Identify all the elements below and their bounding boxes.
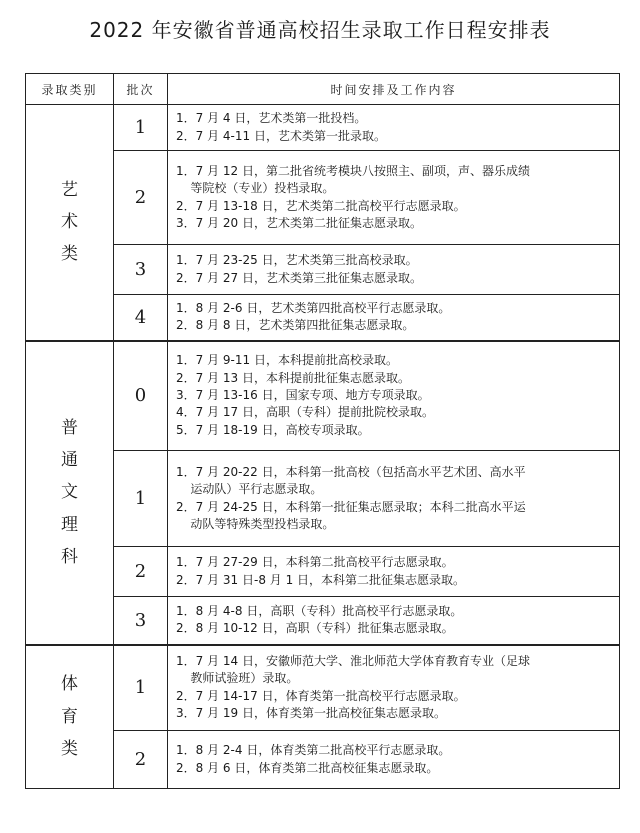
schedule-item-line: 1．8 月 2-4 日，体育类第二批高校平行志愿录取。 [176, 743, 451, 758]
page-title: 2022 年安徽省普通高校招生录取工作日程安排表 [89, 18, 551, 42]
schedule-item-line: 5．7 月 18-19 日，高校专项录取。 [176, 422, 370, 437]
schedule-table [25, 73, 620, 789]
schedule-items-cell [168, 451, 620, 547]
table-row [26, 451, 620, 547]
batch-cell: 2 [114, 547, 168, 597]
schedule-items-cell [168, 547, 620, 597]
schedule-item-line: 2．7 月 27 日，艺术类第三批征集志愿录取。 [176, 270, 422, 285]
category-cell [26, 645, 114, 789]
table-row [26, 341, 620, 451]
table-row [26, 245, 620, 295]
schedule-item-line: 1．7 月 4 日，艺术类第一批投档。 [176, 111, 367, 126]
schedule-items-cell [168, 645, 620, 731]
schedule-item-line: 3．7 月 13-16 日，国家专项、地方专项录取。 [176, 388, 430, 403]
schedule-item-line: 3．7 月 20 日，艺术类第二批征集志愿录取。 [176, 215, 422, 230]
batch-cell: 0 [114, 341, 168, 451]
schedule-item-line: 3．7 月 19 日，体育类第一批高校征集志愿录取。 [176, 706, 446, 721]
schedule-items-cell [168, 731, 620, 789]
schedule-item-line: 2．8 月 8 日，艺术类第四批征集志愿录取。 [176, 318, 415, 333]
header-category: 录取类别 [26, 74, 114, 105]
schedule-item-line: 1．7 月 12 日，第二批省统考模块八按照主、副项，声、器乐成绩 [176, 163, 530, 178]
category-label: 体 育 类 [61, 674, 78, 759]
schedule-items-cell [168, 105, 620, 151]
schedule-item-line: 2．8 月 10-12 日，高职（专科）批征集志愿录取。 [176, 621, 454, 636]
header-row [26, 74, 620, 105]
schedule-item-line: 教师试验班）录取。 [190, 671, 299, 686]
table-row [26, 295, 620, 341]
header-batch: 批次 [114, 74, 168, 105]
schedule-item-line: 动队等特殊类型投档录取。 [190, 516, 335, 531]
batch-cell: 3 [114, 597, 168, 645]
schedule-items-cell [168, 295, 620, 341]
schedule-item-line: 1．8 月 2-6 日，艺术类第四批高校平行志愿录取。 [176, 300, 451, 315]
batch-cell: 4 [114, 295, 168, 341]
table-row [26, 645, 620, 731]
batch-cell: 1 [114, 451, 168, 547]
schedule-items-cell [168, 597, 620, 645]
batch-cell: 1 [114, 105, 168, 151]
schedule-items-cell [168, 245, 620, 295]
schedule-item-line: 2．7 月 14-17 日，体育类第一批高校平行志愿录取。 [176, 688, 466, 703]
table-row [26, 547, 620, 597]
table-row [26, 731, 620, 789]
schedule-item-line: 2．7 月 13-18 日，艺术类第二批高校平行志愿录取。 [176, 198, 466, 213]
schedule-item-line: 1．7 月 23-25 日，艺术类第三批高校录取。 [176, 253, 418, 268]
schedule-item-line: 2．7 月 24-25 日，本科第一批征集志愿录取；本科二批高水平运 [176, 499, 526, 514]
schedule-items-cell [168, 151, 620, 245]
table-row [26, 597, 620, 645]
category-label: 普 通 文 理 科 [61, 417, 78, 567]
schedule-item-line: 2．8 月 6 日，体育类第二批高校征集志愿录取。 [176, 760, 439, 775]
batch-cell: 2 [114, 731, 168, 789]
batch-cell: 3 [114, 245, 168, 295]
category-cell [26, 105, 114, 341]
category-label: 艺 术 类 [61, 179, 78, 265]
schedule-item-line: 4．7 月 17 日，高职（专科）提前批院校录取。 [176, 405, 434, 420]
schedule-item-line: 1．7 月 14 日，安徽师范大学、淮北师范大学体育教育专业（足球 [176, 653, 530, 668]
header-content: 时间安排及工作内容 [168, 74, 620, 105]
table-row [26, 151, 620, 245]
schedule-item-line: 2．7 月 31 日-8 月 1 日，本科第二批征集志愿录取。 [176, 572, 466, 587]
schedule-item-line: 1．7 月 9-11 日，本科提前批高校录取。 [176, 353, 398, 368]
schedule-item-line: 2．7 月 4-11 日，艺术类第一批录取。 [176, 128, 386, 143]
batch-cell: 1 [114, 645, 168, 731]
schedule-item-line: 等院校（专业）投档录取。 [190, 181, 335, 196]
table-row [26, 105, 620, 151]
schedule-item-line: 2．7 月 13 日，本科提前批征集志愿录取。 [176, 370, 410, 385]
schedule-items-cell [168, 341, 620, 451]
schedule-item-line: 运动队）平行志愿录取。 [190, 482, 323, 497]
category-cell [26, 341, 114, 645]
schedule-item-line: 1．7 月 27-29 日，本科第二批高校平行志愿录取。 [176, 555, 454, 570]
schedule-item-line: 1．8 月 4-8 日，高职（专科）批高校平行志愿录取。 [176, 603, 463, 618]
schedule-item-line: 1．7 月 20-22 日，本科第一批高校（包括高水平艺术团、高水平 [176, 464, 526, 479]
batch-cell: 2 [114, 151, 168, 245]
